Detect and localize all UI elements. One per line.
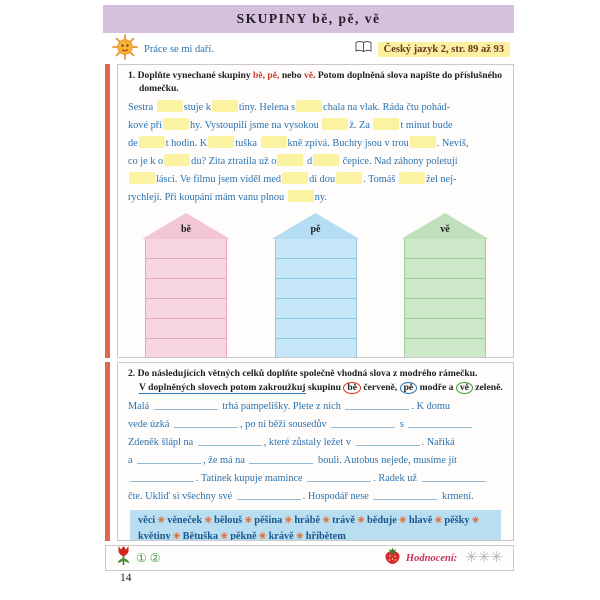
- house-row[interactable]: [405, 259, 485, 279]
- exercise-text-line: vede úzká , po ní běží sousedův s: [128, 416, 503, 434]
- separator-star-icon: ✳: [293, 530, 306, 541]
- circled-ve: vě: [456, 382, 473, 394]
- exercise1-instruction: [128, 70, 503, 95]
- separator-star-icon: ✳: [256, 530, 269, 541]
- fill-blank[interactable]: [198, 435, 262, 446]
- separator-star-icon: ✳: [355, 515, 368, 525]
- fill-blank[interactable]: [410, 136, 436, 148]
- instruction-text: skupinu: [305, 381, 344, 393]
- exercise-text-line: de t hodin. K tuška kně zpívá. Buchty jsou v trou . Nevíš,: [128, 138, 469, 149]
- header-banner: [103, 5, 514, 33]
- word-option: krávě: [268, 530, 294, 541]
- word-option: hrábě: [294, 515, 321, 526]
- word-option: věneček: [167, 515, 203, 526]
- strawberry-icon: [384, 547, 401, 570]
- separator-star-icon: ✳: [282, 515, 295, 525]
- fill-blank[interactable]: [137, 453, 201, 464]
- exercise-text-line: Malá trhá pampelišky. Plete z nich . K domu: [128, 401, 451, 412]
- fill-blank[interactable]: [336, 172, 362, 184]
- exercise-text-line: . Tatínek kupuje mamince . Radek už: [128, 470, 503, 488]
- house-row[interactable]: [405, 299, 485, 319]
- page-title: SKUPINY bě, pě, vě: [236, 11, 381, 26]
- fill-blank[interactable]: [208, 136, 234, 148]
- house-row[interactable]: [405, 319, 485, 339]
- motto-text: Práce se mi daří.: [144, 43, 214, 55]
- group-be-pe: bě, pě,: [253, 70, 280, 81]
- circled-be: bě: [343, 382, 361, 394]
- separator-star-icon: ✳: [170, 530, 183, 541]
- word-option: hlavě: [408, 515, 433, 526]
- instruction-text: Do následujících větných celků doplňte společně vhodná slova z modrého rámečku.: [137, 368, 478, 379]
- house-row[interactable]: [276, 259, 356, 279]
- separator-star-icon: ✳: [320, 515, 333, 525]
- fill-blank[interactable]: [307, 471, 371, 482]
- house-row[interactable]: [146, 239, 226, 259]
- separator-star-icon: ✳: [218, 530, 231, 541]
- footer-right: [384, 547, 503, 570]
- fill-blank[interactable]: [163, 118, 189, 130]
- exercise-text-line: Sestra stuje k tiny. Helena s chala na vlak. Ráda čtu pohád-: [128, 102, 451, 113]
- exercise-text-line: Zdeněk šlápl na , které zůstaly ležet v . Naříká: [128, 437, 455, 448]
- fill-blank[interactable]: [373, 489, 437, 500]
- house-row[interactable]: [276, 339, 356, 358]
- instruction-text: červeně,: [360, 381, 400, 393]
- separator-star-icon: ✳: [469, 515, 480, 525]
- instruction-text: . Potom doplněná slova napište do příslušného domečku.: [139, 70, 503, 94]
- fill-blank[interactable]: [282, 172, 308, 184]
- fill-blank[interactable]: [422, 471, 486, 482]
- tulip-icon: [116, 545, 131, 571]
- house-row[interactable]: [405, 339, 485, 358]
- house-row[interactable]: [146, 279, 226, 299]
- house-row[interactable]: [276, 279, 356, 299]
- house-pě: [272, 213, 360, 358]
- exercise2-text: [128, 398, 503, 506]
- exercise1-box: [117, 64, 514, 358]
- separator-star-icon: ✳: [396, 515, 409, 525]
- underlined-instruction: V doplněných slovech potom zakroužkuj: [139, 381, 306, 393]
- fill-blank[interactable]: [139, 136, 165, 148]
- word-option: věci: [138, 515, 156, 526]
- rating-label: Hodnocení:: [405, 552, 458, 564]
- fill-blank[interactable]: [288, 190, 314, 202]
- fill-blank[interactable]: [331, 417, 395, 428]
- house-row[interactable]: [276, 239, 356, 259]
- book-icon: [355, 40, 372, 58]
- word-option: běduje: [367, 515, 397, 526]
- exercise-text-line: kové pří hy. Vystoupili jsme na vysokou ž. Za t minut bude: [128, 120, 453, 131]
- exercise-text-line: čte. Ukliď si všechny své . Hospodář nese krmení.: [128, 491, 474, 502]
- house-label: vě: [440, 224, 450, 235]
- house-label: pě: [310, 224, 321, 235]
- fill-blank[interactable]: [345, 399, 409, 410]
- footer-left: [116, 545, 161, 571]
- fill-blank[interactable]: [249, 453, 313, 464]
- fill-blank[interactable]: [373, 118, 399, 130]
- house-body: [404, 239, 486, 358]
- footer-strip: [105, 545, 514, 571]
- fill-blank[interactable]: [322, 118, 348, 130]
- fill-blank[interactable]: [157, 100, 183, 112]
- word-option: Bětuška: [182, 530, 219, 541]
- separator-star-icon: ✳: [432, 515, 445, 525]
- rating-stars: [465, 549, 503, 567]
- word-option: hříbětem: [305, 530, 346, 541]
- exercise2-instruction-line1: [128, 368, 503, 381]
- house-vě: [401, 213, 489, 358]
- fill-blank[interactable]: [296, 100, 322, 112]
- house-row[interactable]: [146, 319, 226, 339]
- group-ve: vě: [303, 70, 314, 81]
- word-option: pěkně: [230, 530, 257, 541]
- fill-blank[interactable]: [164, 154, 190, 166]
- fill-blank[interactable]: [174, 417, 238, 428]
- word-option: trávě: [332, 515, 355, 526]
- subheader-left: [112, 34, 214, 65]
- instruction-text: nebo: [279, 70, 304, 81]
- answer-houses: [142, 213, 489, 358]
- task-number: ②: [149, 551, 161, 565]
- house-row[interactable]: [405, 279, 485, 299]
- fill-blank[interactable]: [130, 471, 194, 482]
- exercise2-accent-bar: [105, 362, 110, 541]
- word-bank-box: [130, 510, 501, 541]
- task-number: ①: [136, 551, 150, 565]
- house-row[interactable]: [276, 319, 356, 339]
- circled-pe: pě: [400, 382, 418, 394]
- exercise-text-line: co je k o du? Zita ztratila už o d čepice. Nad záhony poletují: [128, 156, 458, 167]
- word-option: květiny: [138, 530, 171, 541]
- house-body: [145, 239, 227, 358]
- task-numbers: [136, 549, 161, 567]
- rating-star-icon[interactable]: ✳: [477, 550, 491, 566]
- fill-blank[interactable]: [277, 154, 303, 166]
- fill-blank[interactable]: [212, 100, 238, 112]
- fill-blank[interactable]: [399, 172, 425, 184]
- exercise-text-line: lásci. Ve filmu jsem viděl med dí dou . Tomáš žel nej-: [128, 171, 503, 189]
- word-option: pěšky: [444, 515, 470, 526]
- exercise-text-line: a , že má na bouli. Autobus nejede, musíme jít: [128, 455, 458, 466]
- rating-star-icon[interactable]: ✳: [465, 550, 478, 566]
- house-bě: [142, 213, 230, 358]
- fill-blank[interactable]: [356, 435, 420, 446]
- fill-blank[interactable]: [129, 172, 155, 184]
- exercise1-accent-bar: [105, 64, 110, 358]
- house-row[interactable]: [405, 239, 485, 259]
- house-row[interactable]: [146, 339, 226, 358]
- separator-star-icon: ✳: [242, 515, 255, 525]
- subheader: [112, 36, 510, 62]
- instruction-text: modře a: [417, 381, 456, 393]
- exercise1-text: [128, 99, 503, 207]
- exercise-text-line: rychleji. Při koupání mám vanu plnou ny.: [128, 192, 327, 203]
- page-number: 14: [120, 572, 132, 584]
- word-option: pěšina: [254, 515, 283, 526]
- sun-icon: [112, 34, 138, 65]
- rating-star-icon[interactable]: ✳: [490, 550, 503, 566]
- instruction-text: Doplňte vynechané skupiny: [137, 70, 254, 81]
- textbook-reference: Český jazyk 2, str. 89 až 93: [378, 42, 510, 57]
- fill-blank[interactable]: [154, 399, 218, 410]
- word-option: bělouš: [214, 515, 243, 526]
- fill-blank[interactable]: [408, 417, 472, 428]
- subheader-right: [355, 40, 510, 58]
- fill-blank[interactable]: [237, 489, 301, 500]
- exercise2-number: 2.: [128, 368, 136, 379]
- house-row[interactable]: [276, 299, 356, 319]
- separator-star-icon: ✳: [155, 515, 168, 525]
- fill-blank[interactable]: [313, 154, 339, 166]
- exercise1-number: 1.: [128, 70, 136, 81]
- house-row[interactable]: [146, 299, 226, 319]
- instruction-text: zeleně.: [472, 381, 503, 393]
- exercise2-box: [117, 362, 514, 541]
- fill-blank[interactable]: [261, 136, 287, 148]
- house-body: [275, 239, 357, 358]
- house-row[interactable]: [146, 259, 226, 279]
- exercise2-instruction-line2: [128, 381, 503, 395]
- house-label: bě: [181, 224, 191, 235]
- separator-star-icon: ✳: [202, 515, 215, 525]
